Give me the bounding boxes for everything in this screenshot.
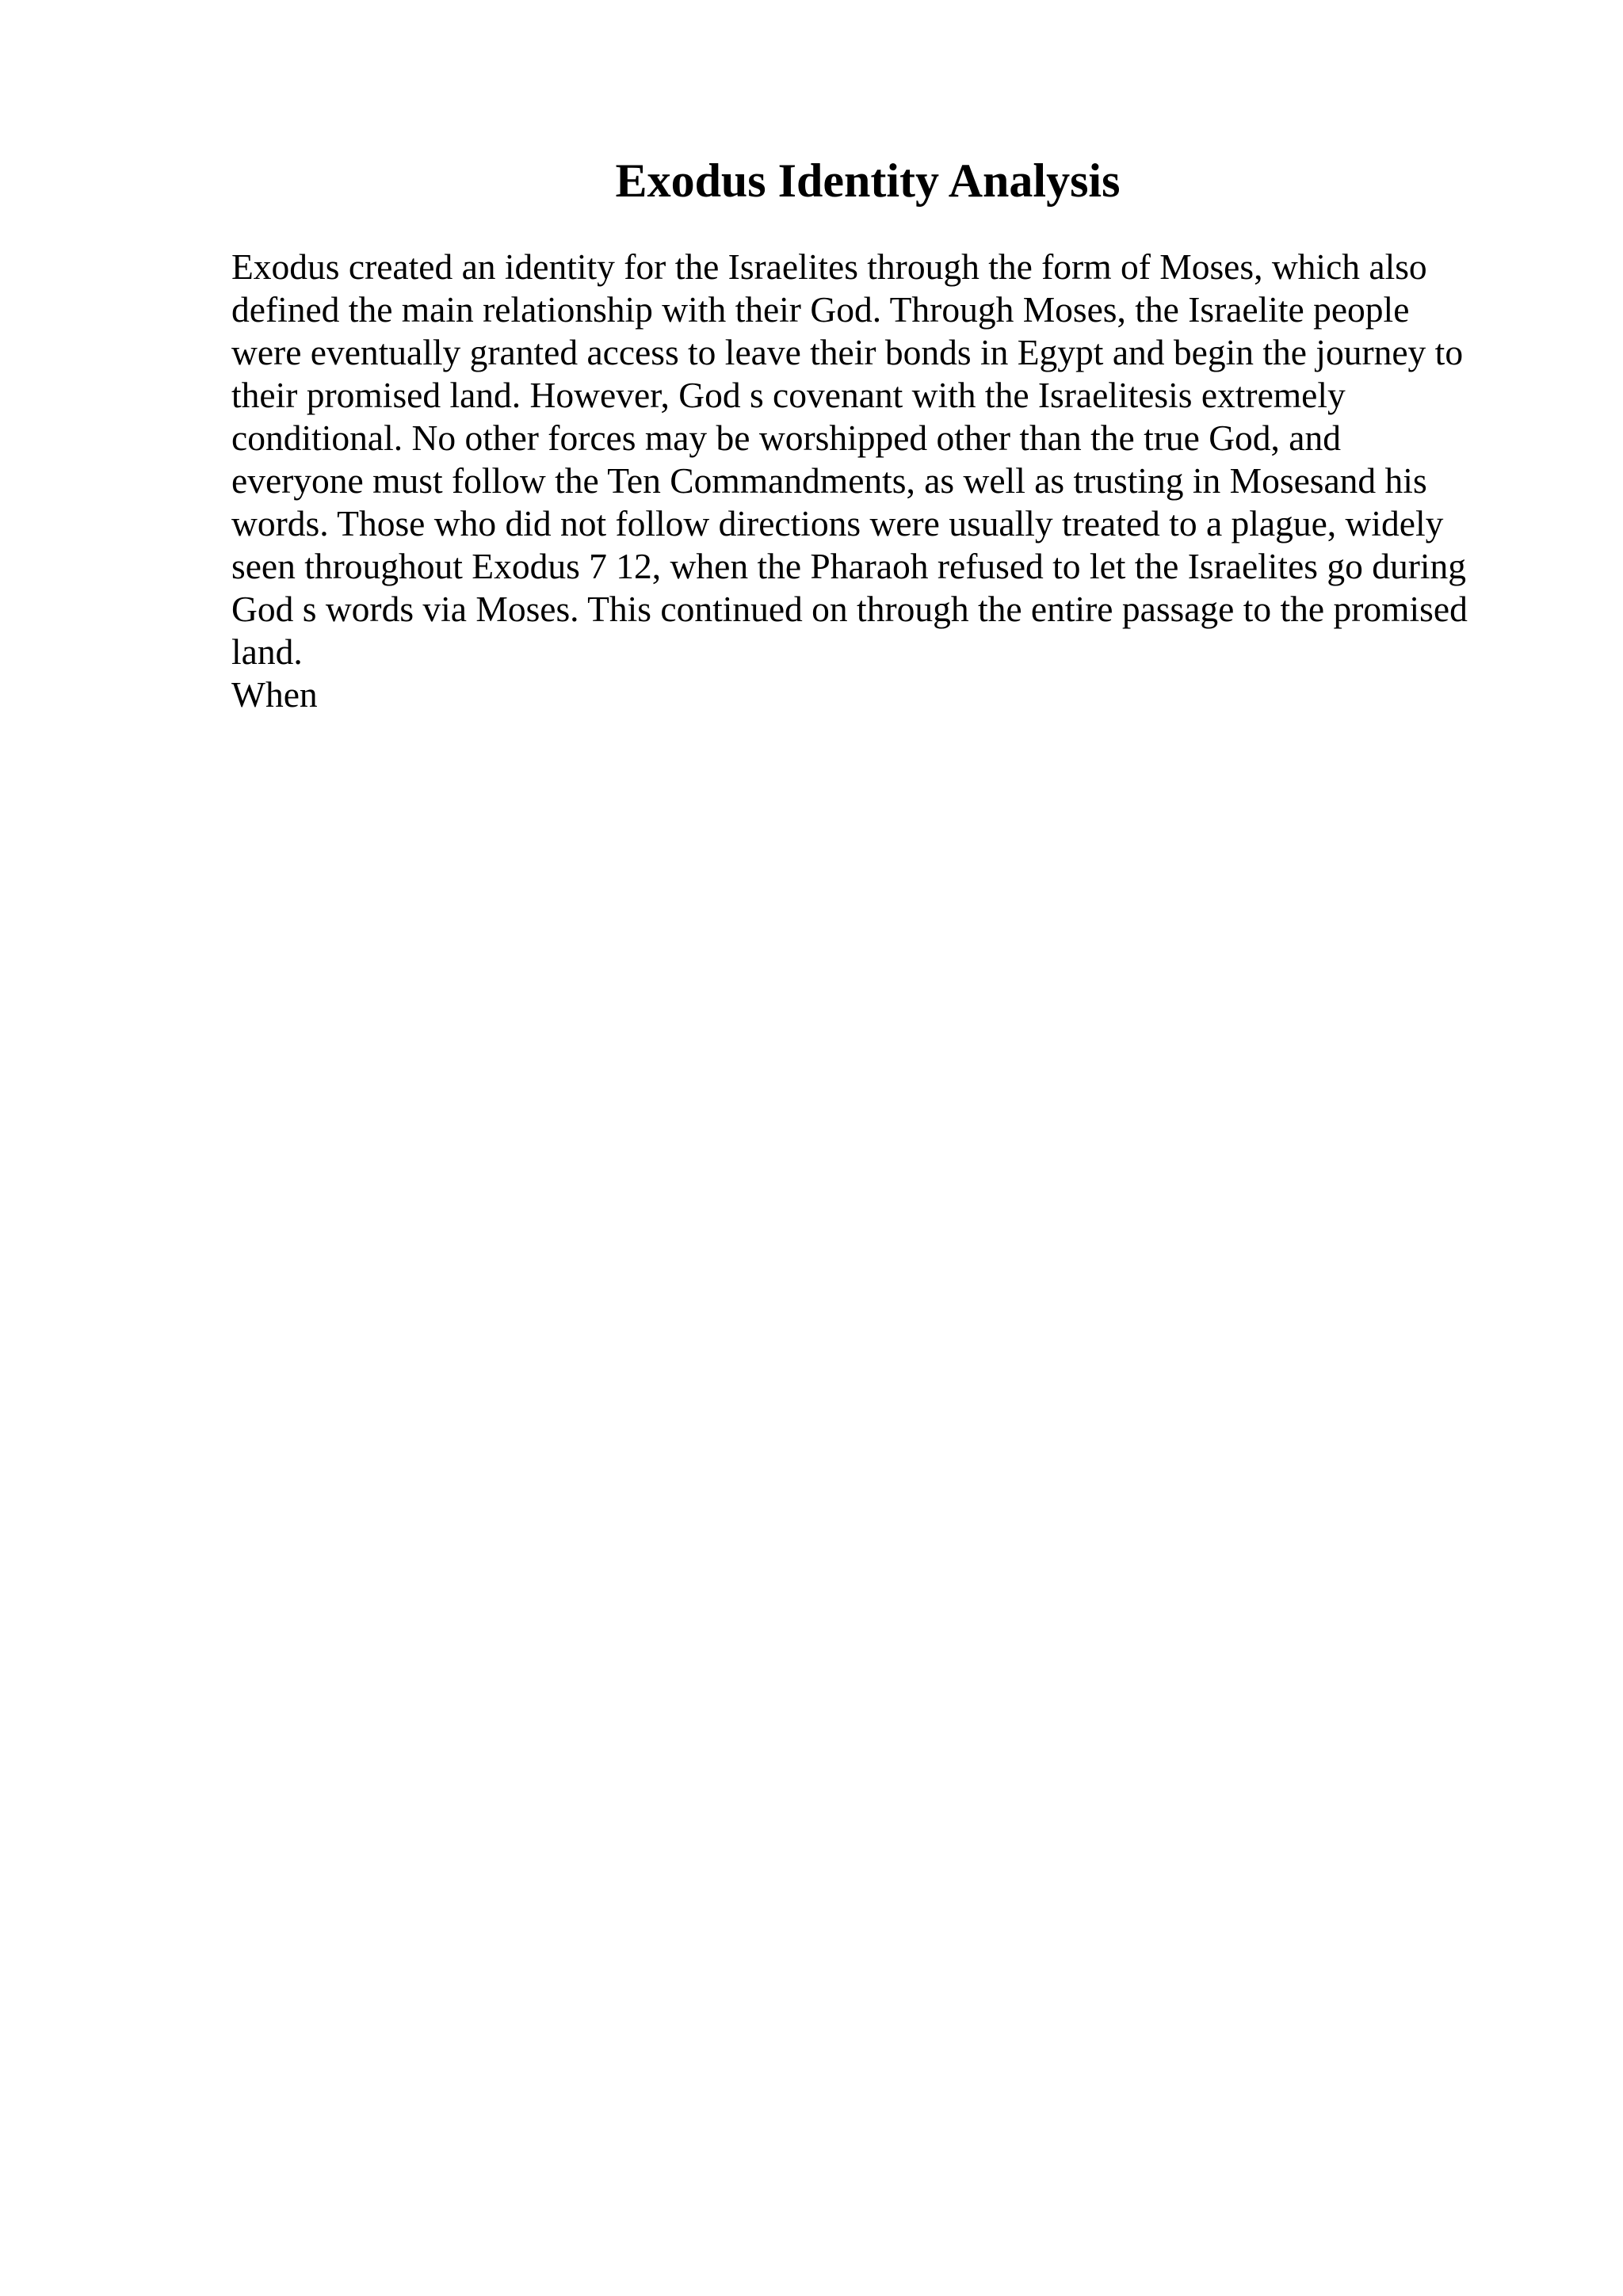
paragraph-line: defined the main relationship with their God. Through Moses, the Israelite people — [231, 289, 1410, 330]
paragraph-line: conditional. No other forces may be worshipped other than the true God, and — [231, 418, 1341, 458]
paragraph-line: everyone must follow the Ten Commandments, as well as trusting in Mosesand his — [231, 460, 1427, 501]
trailing-text-line: When — [231, 674, 318, 715]
document-title: Exodus Identity Analysis — [615, 154, 1121, 207]
document-body — [231, 246, 1579, 716]
paragraph-line: their promised land. However, God s covenant with the Israelitesis extremely — [231, 375, 1346, 415]
paragraph-line: God s words via Moses. This continued on through the entire passage to the promised — [231, 589, 1468, 629]
paragraph-line: seen throughout Exodus 7 12, when the Pharaoh refused to let the Israelites go during — [231, 546, 1467, 586]
paragraph-line: were eventually granted access to leave their bonds in Egypt and begin the journey to — [231, 332, 1464, 372]
paragraph-line: words. Those who did not follow directions were usually treated to a plague, widely — [231, 503, 1444, 543]
paragraph-line: Exodus created an identity for the Israelites through the form of Moses, which also — [231, 246, 1427, 287]
paragraph-line: land. — [231, 631, 303, 672]
